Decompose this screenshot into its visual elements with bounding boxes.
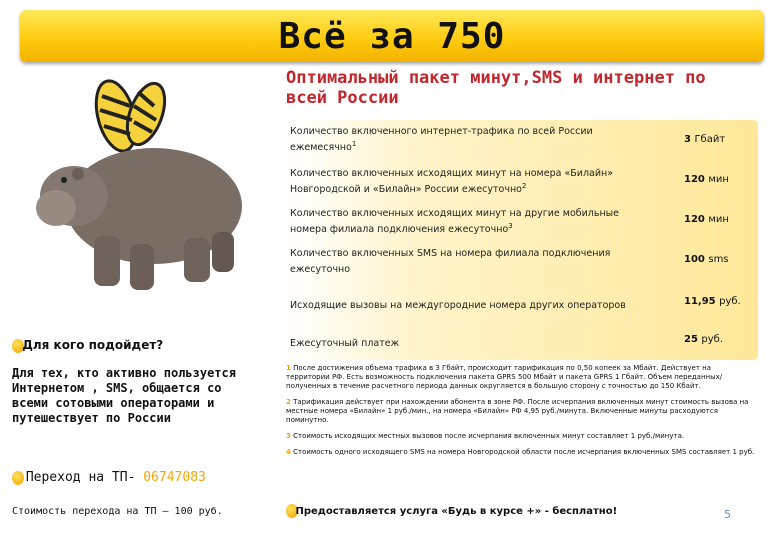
row-description: Количество включенных исходящих минут на номера «Билайн» Новгородской и «Билайн» России ежесуточно$^2$ bbox=[290, 168, 614, 196]
page-title: Всё за 750 bbox=[278, 16, 506, 57]
row-value: 25 руб. bbox=[684, 334, 724, 345]
row-value: 120 мин bbox=[684, 174, 729, 185]
row-value: 3 Гбайт bbox=[684, 134, 726, 145]
row-value: 120 мин bbox=[684, 214, 729, 225]
audience-title: Для кого подойдет? bbox=[12, 338, 163, 353]
hippo-illustration bbox=[34, 76, 264, 306]
row-value: 11,95 руб. bbox=[684, 296, 741, 307]
footnotes bbox=[286, 364, 756, 464]
row-description: Исходящие вызовы на междугородние номера других операторов bbox=[290, 300, 626, 312]
audience-text: Для тех, кто активно пользуется Интернетом , SMS, общается со всеми сотовыми операторами и путешествует по России bbox=[12, 366, 236, 425]
free-service-note: Предоставляется услуга «Будь в курсе +» - бесплатно! bbox=[286, 504, 617, 518]
row-description: Количество включенных SMS на номера филиала подключения ежесуточно bbox=[290, 248, 611, 276]
row-description: Количество включенных исходящих минут на другие мобильные номера филиала подключения ежесуточно$^3$ bbox=[290, 208, 620, 236]
transfer-cost: Стоимость перехода на ТП – 100 руб. bbox=[12, 506, 223, 517]
footnote: 2 Тарификация действует при нахождении абонента в зоне РФ. После исчерпания включенных минут стоимость вызова на местные номера «Билайн» 1 руб./мин., на номера «Билайн» РФ 4,95 руб./минута. Включенные минуты расходуются поминутно. bbox=[286, 398, 749, 424]
title-banner bbox=[20, 10, 764, 62]
row-value: 100 sms bbox=[684, 254, 729, 265]
tariff-code: 06747083 bbox=[143, 470, 206, 485]
wings-image bbox=[89, 77, 172, 156]
footnote: 3 Стоимость исходящих местных вызовов после исчерпания включенных минут составляет 1 руб./минута. bbox=[286, 432, 685, 440]
transfer-line bbox=[12, 470, 206, 485]
page-number: 5 bbox=[724, 508, 731, 521]
bullet-icon bbox=[12, 471, 24, 485]
row-description: Ежесуточный платеж bbox=[290, 338, 400, 350]
footnote: 4 Стоимость одного исходящего SMS на номера Новгородской области после исчерпания включенных SMS составляет 1 руб. bbox=[286, 448, 755, 456]
transfer-label: Переход на ТП- bbox=[25, 470, 136, 485]
tariff-table bbox=[284, 120, 758, 360]
offer-subtitle: Оптимальный пакет минут,SMS и интернет по всей России bbox=[286, 68, 706, 108]
row-description: Количество включенного интернет-трафика по всей России ежемесячно$^1$ bbox=[290, 126, 593, 154]
footnote: 1 После достижения объема трафика в 3 Гбайт, происходит тарификация по 0,50 копеек за Мбайт. Действует на территории РФ. Есть возможность подключения пакета GPRS 500 Мбайт и пакета GPRS 1 Гбайт. Объем переданных/полученных в течение расчетного периода данных округляется в большую сторону с точностью до 150 Кбайт. bbox=[286, 364, 723, 390]
